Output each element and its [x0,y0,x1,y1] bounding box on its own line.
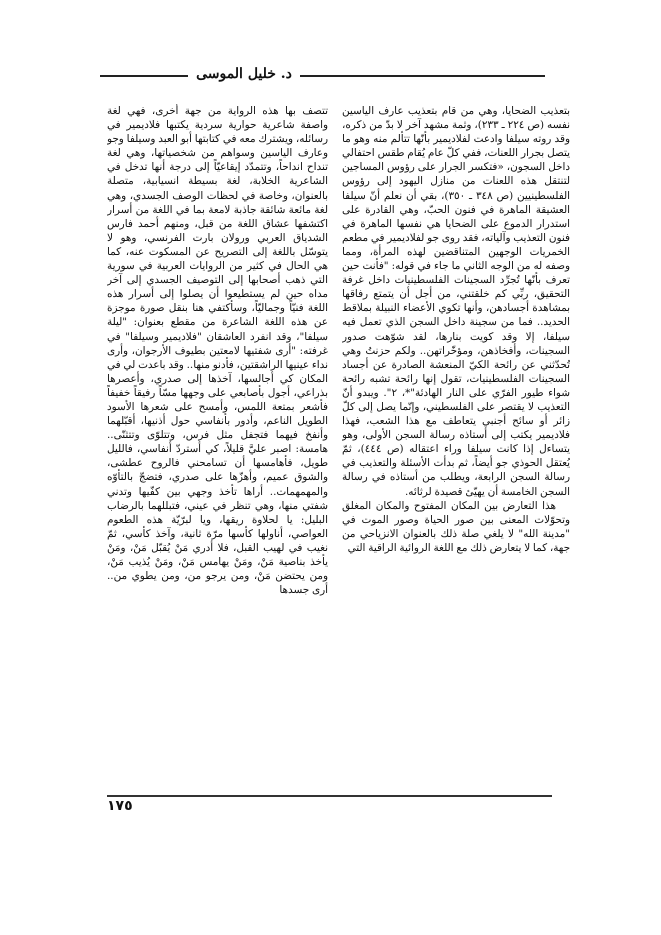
paragraph: تتصف بها هذه الرواية من جهة أخرى، فهي لغة واصفة شاعرية حوارية سردية يكتبها فلاديمير في رسائله، ويشترك معه في كتابتها أبو العبد وسيلفا وجو وعارف الياسين وسواهم من شخصياتها، وهي لغة تنداح انداحاً، وتتمدّد إيقاعيّاً إلى درجة أنها تدخل في الشاعرية الخلابة، لغة بسيطة انسيابية، متصلة بالعنوان، وخاصة في لحظات الوصف الجسدي، وهي لغة مائعة شائقة جاذبة لامعة بما في اللغة من أسرار اكتشفها عشاق اللغة من قبل، ومنهم أحمد فارس الشدياق العربي ورولان بارت الفرنسي، وهو لا يتوسّل باللغة إلى التصريح عن المسكوت عنه، كما هي الحال في كثير من الروايات العربية في سورية التي ذهب أصحابها إلى التوصيف الجسدي إلى آخر مداه حين لم يستطيعوا أن يصلوا إلى أسرار هذه اللغة فنيّاً وجماليّاً، وسأكتفي هنا بنقل صورة موجزة عن هذه اللغة الشاعرة من مقطع بعنوان: "ليلة سيلفا"، وقد انفرد العاشقان "فلاديمير وسيلفا" في غرفته: "أرى شفتيها لامعتين بطيوف الأرجوان، وأرى نداء عينيها الراشقتين، فأدنو منها.. وقد باعدت لي في المكان كي أجالسها، آخذها إلى صدري، وأعصرها بذراعي، أجول بأصابعي على وجهها مسّاً رفيقاً خفيفاً فأشعر بمتعة اللمس، وأمسح على شعرها الأسود الطويل الناعم، وأدور بأنفاسي حول أذنيها، أقبّلهما وأنفخ فيهما فتجفل مثل فرس، وتتلوّى وتتثنّى.. هامسة: اصبر عليَّ قليلاً، كي أستردّ أنفاسي، فالليل طويل، فأهامسها أن تسامحني فالروح عطشى، والشوق عميم، وأهزّها على صدري، فتضجّ بالتأوّه والمهمهمات.. أراها تأخذ وجهي بين كفّيها وتدني شفتي منها، وهي تنظر في عيني، فتبللهما بالرضاب البليل: يا لحلاوة ريقها، ويا لبرّيّة هذه الطعوم العواصي، أناولها كأسها مرّة ثانية، وآخذ كأسي، ثمّ نغيب في لهيب القبل، فلا أدري مَنْ يُقبّل مَنْ، ومَنْ يأخذ بناصية مَنْ، ومَنْ يهامس مَنْ، ومَنْ يُذيب مَنْ، ومن يحتضن مَنْ، ومن يرجو من، ومن يطوي من.. أرى جسدها [107,105,328,597]
header-rule-right [300,75,545,77]
paragraph: بتعذيب الضحايا، وهي من قام بتعذيب عارف الياسين نفسه (ص ٢٢٤ ـ ٢٣٣)، وثمة مشهد آخر لا بدّ من ذكره، وقد روته سيلفا وادعت لفلاديمير بأنّها تتألم منه وهو ما يتصل بجرار اللعنات، ففي كلّ عام يُقام طقس احتفالي داخل السجون، «فتكسر الجرار على رؤوس المساجين لتنتقل هذه اللعنات من منازل اليهود إلى رؤوس الفلسطينيين (ص ٣٤٨ ـ ٣٥٠)، بقي أن نعلم أنّ سيلفا العشيقة الماهرة في فنون الحبّ، وهي القادرة على استدرار الدموع على الضحايا هي نفسها الماهرة في فنون التعذيب وآلياته، فقد روى جو لفلاديمير في مطعم الخمريات الوجهين المتناقضين لهذه المرأة، ومما وصفه له من الوجه الثاني ما جاء في قوله: "فأنت حين تعرف بأنّها تُجرِّد السجينات الفلسطينيات داخل غرفة التحقيق، ربِّي كم خلقتني، من أجل أن يتمتع رفاقها بمشاهدة أجسادهن، وأنها تكوي الأعضاء النبيلة بملاقط الحديد.. فما من سجينة داخل السجن الذي تعمل فيه سيلفا، إلا وقد كويت بنارها، لقد شوّهت صدور السجينات، وأفخاذهن، ومؤخّراتهن.. ولكم حزنتُ وهي تُحدّثني عن رائحة الكيّ المنعشة الصادرة عن أجساد السجينات الفلسطينيات، تقول إنها رائحة تشبه رائحة شواء طيور الفرّي على النار الهادئة"*، ٢". ويبدو أنّ التعذيب لا يقتصر على الفلسطيني، وإنّما يصل إلى كلّ زائر أو سائح أجنبي يتعاطف مع هذا الشعب، فهذا فلاديمير يكتب إلى أستاذه رسالة السجن الأولى، وهو يتساءل إذا كانت سيلفا وراء اعتقاله (ص ٤٤٤)، ثمّ يُعتقل الحوذي جو أيضاً، ثم بدأت الأسئلة والتعذيب في رسالة السجن الرابعة، ويطلب من أستاذه في رسالة السجن الخامسة أن يهيّئ قصيدة لرثائه. [342,105,570,498]
header-rule-left [100,75,188,77]
author-name: د. خليل الموسى [196,66,292,82]
page-number: ١٧٥ [107,798,133,814]
paragraph: هذا التعارض بين المكان المفتوح والمكان المغلق وتحوّلات المعنى بين صور الحياة وصور الموت في "مدينة الله" لا يلغي صلة ذلك بالعنوان الانزياحي من جهة، كما لا يتعارض ذلك مع اللغة الروائية الراقية التي [342,499,570,554]
text-column-right [342,104,570,786]
footer-rule [107,795,552,797]
text-column-left [107,104,328,786]
